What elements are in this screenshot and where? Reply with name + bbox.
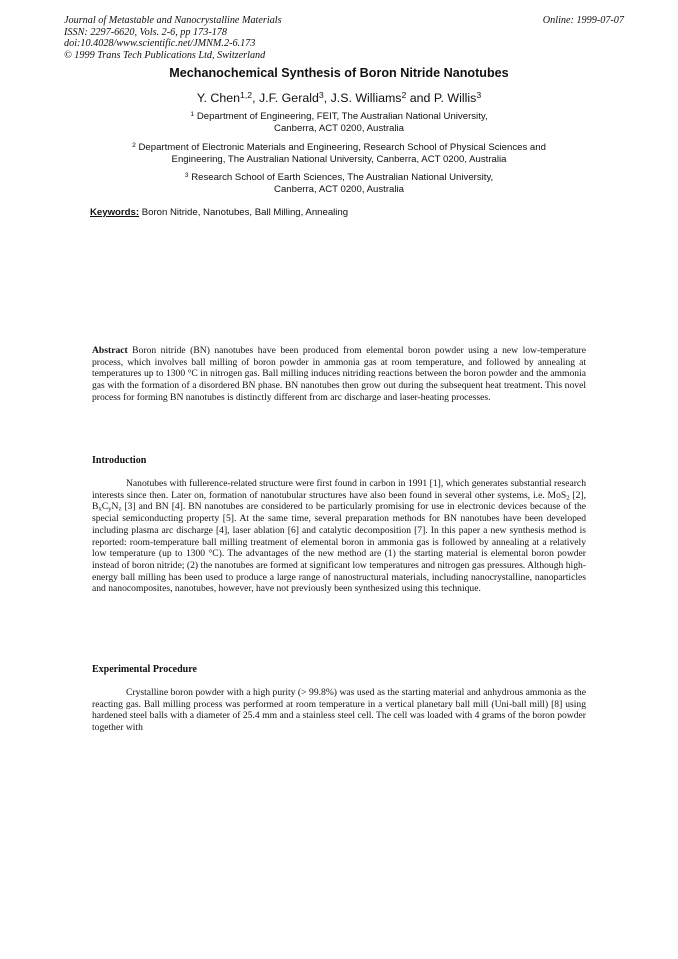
abstract-text: Boron nitride (BN) nanotubes have been produced from elemental boron powder using a new low-temperature process, which involves ball milling of boron powder in ammonia gas at room temperature, and followed by annealing at temperatures up to 1300 °C in nitrogen gas. Ball milling induces nitriding reactions between the boron powder and the ammonia gas with the formation of a disordered BN phase. BN nanotubes then grow out during the subsequent heat treatment. This novel process for forming BN nanotubes is distinctly different from arc discharge and laser-heating processes. — [92, 345, 586, 403]
section-heading-experimental: Experimental Procedure — [92, 664, 197, 675]
doi-line: doi:10.4028/www.scientific.net/JMNM.2-6.173 — [64, 38, 256, 50]
copyright-line: © 1999 Trans Tech Publications Ltd, Switzerland — [64, 49, 266, 61]
affiliation-text: Engineering, The Australian National University, Canberra, ACT 0200, Australia — [171, 154, 507, 165]
keywords-line — [90, 207, 348, 218]
author-name: , J.S. Williams — [323, 91, 402, 105]
subscript: y — [108, 505, 112, 513]
subscript: x — [98, 505, 102, 513]
author-name: , J.F. Gerald — [252, 91, 319, 105]
affiliation-text: Research School of Earth Sciences, The Australian National University, — [191, 172, 494, 183]
experimental-paragraph: Crystalline boron powder with a high purity (> 99.8%) was used as the starting material and anhydrous ammonia as the reacting gas. Ball milling process was performed at room temperature in a vertical planetary ball mill (Uni-ball mill) [8] using hardened steel balls with a diameter of 25.4 mm and a stainless steel cell. The cell was loaded with 4 grams of the boron powder together with — [92, 687, 586, 734]
issn-line: ISSN: 2297-6620, Vols. 2-6, pp 173-178 — [64, 26, 227, 38]
abstract-paragraph — [92, 345, 586, 404]
subscript: 2 — [566, 494, 570, 502]
affiliation-text: Department of Engineering, FEIT, The Australian National University, — [196, 111, 488, 122]
intro-text: Nanotubes with fullerence-related structure were first found in carbon in 1991 [1], which generates substantial research interests since then. Later on, formation of nanotubular structures have also been found in several other systems, i.e. MoS — [92, 478, 586, 501]
intro-text: C — [101, 501, 109, 513]
author-affiliation-mark: 3 — [318, 90, 324, 101]
journal-header — [64, 15, 624, 61]
author-affiliation-mark: 1,2 — [240, 90, 253, 101]
affiliation-number: 3 — [184, 171, 189, 179]
keywords-text: Boron Nitride, Nanotubes, Ball Milling, Annealing — [139, 207, 349, 218]
affiliation-number: 1 — [190, 110, 195, 118]
author-affiliation-mark: 3 — [476, 90, 482, 101]
abstract-label: Abstract — [92, 345, 128, 356]
affiliation-text: Canberra, ACT 0200, Australia — [274, 123, 404, 134]
author-list — [0, 91, 678, 105]
affiliation-text: Canberra, ACT 0200, Australia — [274, 184, 404, 195]
affiliation-text: Department of Electronic Materials and Engineering, Research School of Physical Sciences and — [138, 142, 546, 153]
author-name: Y. Chen — [196, 91, 241, 105]
introduction-paragraph — [92, 478, 586, 595]
subscript: z — [118, 505, 122, 513]
affiliation-3 — [0, 172, 678, 196]
intro-text: [2], B — [92, 489, 586, 513]
keywords-label: Keywords: — [90, 207, 140, 218]
section-heading-introduction: Introduction — [92, 455, 147, 466]
author-name: and P. Willis — [406, 91, 477, 105]
affiliation-2 — [0, 142, 678, 166]
intro-text: N — [111, 501, 119, 513]
online-date: Online: 1999-07-07 — [542, 15, 624, 26]
affiliation-number: 2 — [132, 141, 136, 149]
affiliation-1 — [0, 111, 678, 135]
author-affiliation-mark: 2 — [401, 90, 407, 101]
intro-text: [3] and BN [4]. BN nanotubes are considered to be particularly promising for use in electronic devices because of the special semiconducting property [5]. At the same time, several preparation methods for BN nanotubes have been developed including plasma arc discharge [4], laser ablation [6] and catalytic decomposition [7]. In this paper a new synthesis method is reported: room-temperature ball milling treatment of elemental boron in ammonia gas is followed by annealing at a relatively low temperature (up to 1300 °C). The advantages of the new method are (1) the starting material is elemental boron powder instead of boron nitride; (2) the nanotubes are formed at significant low temperatures and nitrogen gas pressures. Although high-energy ball milling has been used to produce a large range of nanostructural materials, including nanocrystalline, nanoparticles and nanocomposites, nanotubes, however, have not previously been synthesized using this technique. — [92, 501, 586, 595]
paper-title: Mechanochemical Synthesis of Boron Nitride Nanotubes — [169, 66, 509, 80]
journal-name: Journal of Metastable and Nanocrystalline Materials — [64, 15, 282, 26]
